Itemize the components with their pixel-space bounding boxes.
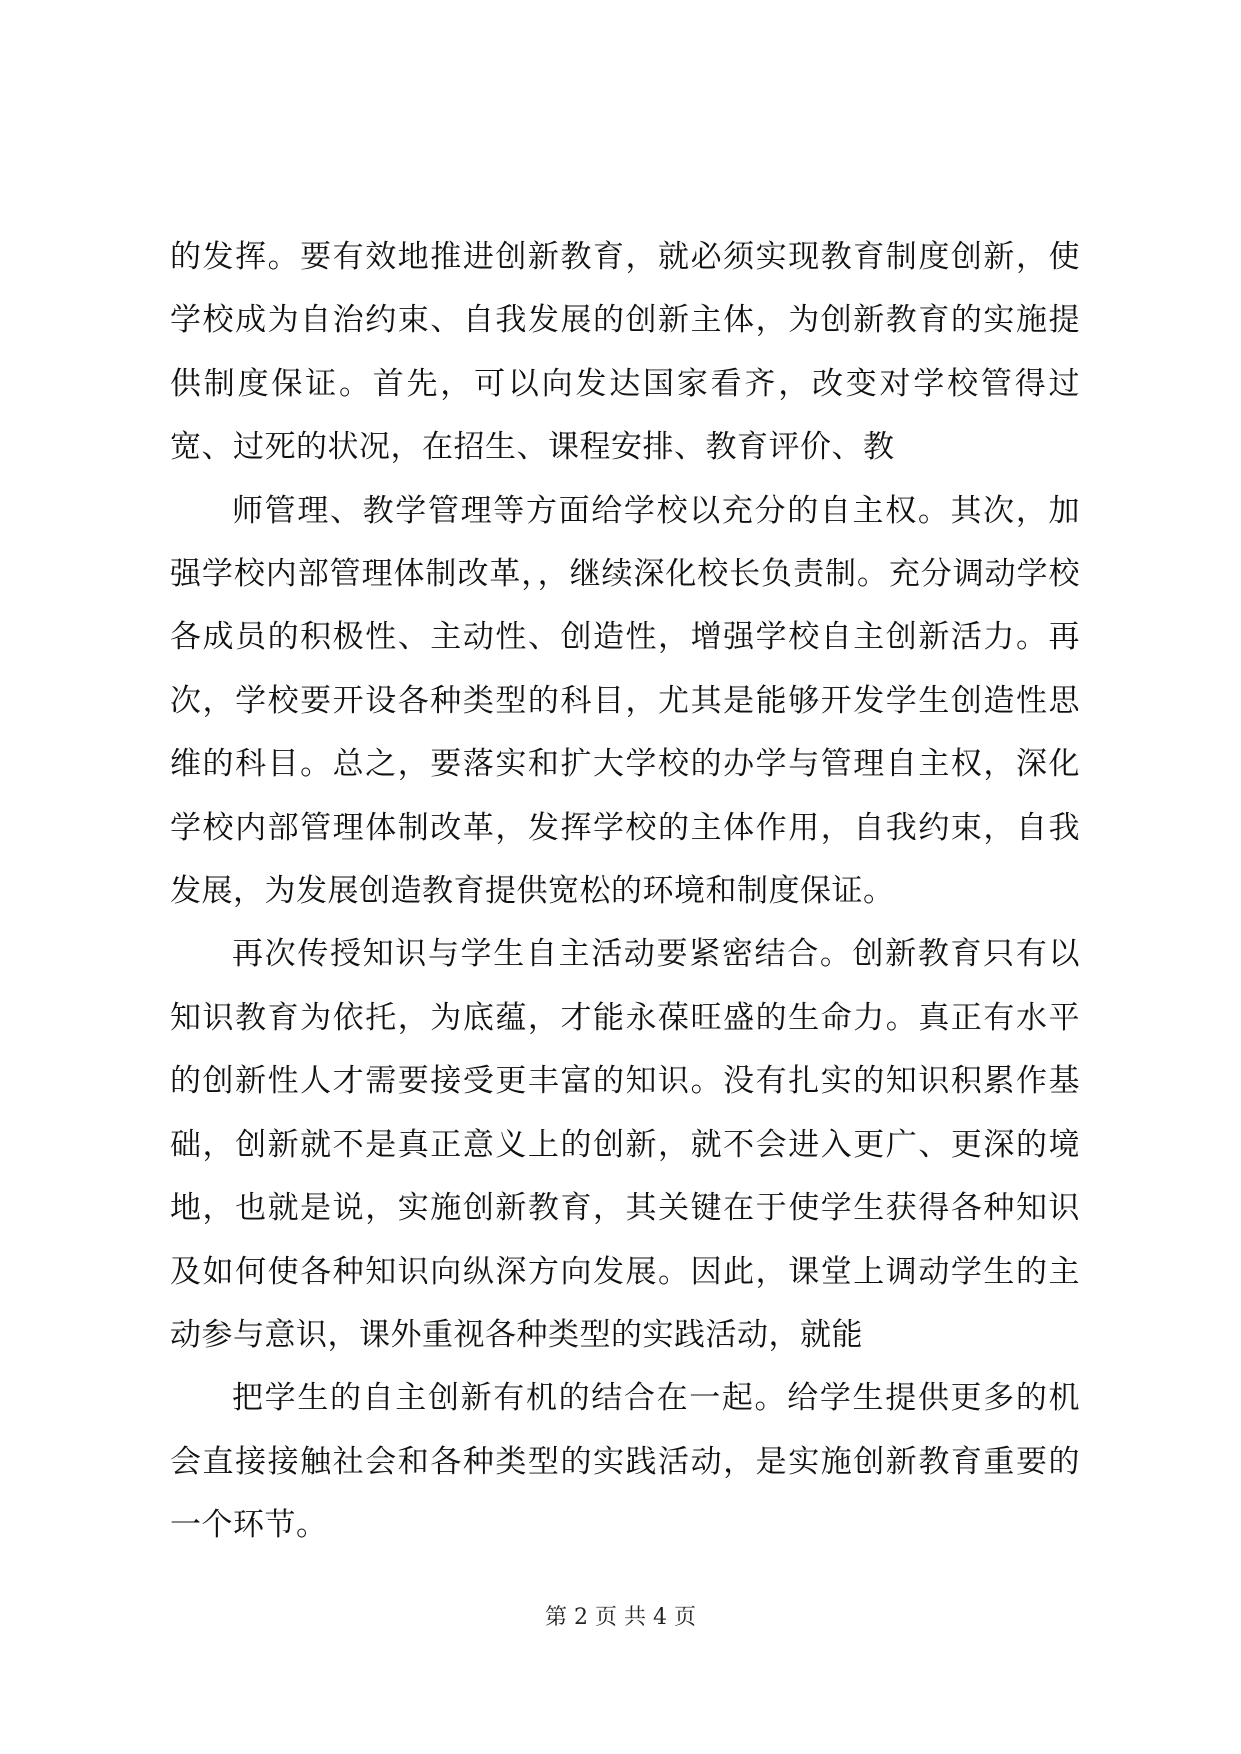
paragraph-4: 把学生的自主创新有机的结合在一起。给学生提供更多的机会直接接触社会和各种类型的实践活动，是实施创新教育重要的一个环节。 xyxy=(170,1380,1080,1544)
paragraph-3: 再次传授知识与学生自主活动要紧密结合。创新教育只有以知识教育为依托，为底蕴，才能永葆旺盛的生命力。真正有水平的创新性人才需要接受更丰富的知识。没有扎实的知识积累作基础，创新就不是真正意义上的创新，就不会进入更广、更深的境地，也就是说，实施创新教育，其关键在于使学生获得各种知识及如何使各种知识向纵深方向发展。因此，课堂上调动学生的主动参与意识，课外重视各种类型的实践活动，就能 xyxy=(170,936,1080,1353)
document-body xyxy=(170,226,1080,1558)
page-number-footer: 第 2 页 共 4 页 xyxy=(545,1605,696,1630)
paragraph-1: 的发挥。要有效地推进创新教育，就必须实现教育制度创新，使学校成为自治约束、自我发展的创新主体，为创新教育的实施提供制度保证。首先，可以向发达国家看齐，改变对学校管得过宽、过死的状况，在招生、课程安排、教育评价、教 xyxy=(170,239,1080,466)
paragraph-2: 师管理、教学管理等方面给学校以充分的自主权。其次，加强学校内部管理体制改革，，继续深化校长负责制。充分调动学校各成员的积极性、主动性、创造性，增强学校自主创新活力。再次，学校要开设各种类型的科目，尤其是能够开发学生创造性思维的科目。总之，要落实和扩大学校的办学与管理自主权，深化学校内部管理体制改革，发挥学校的主体作用，自我约束，自我发展，为发展创造教育提供宽松的环境和制度保证。 xyxy=(170,492,1080,910)
